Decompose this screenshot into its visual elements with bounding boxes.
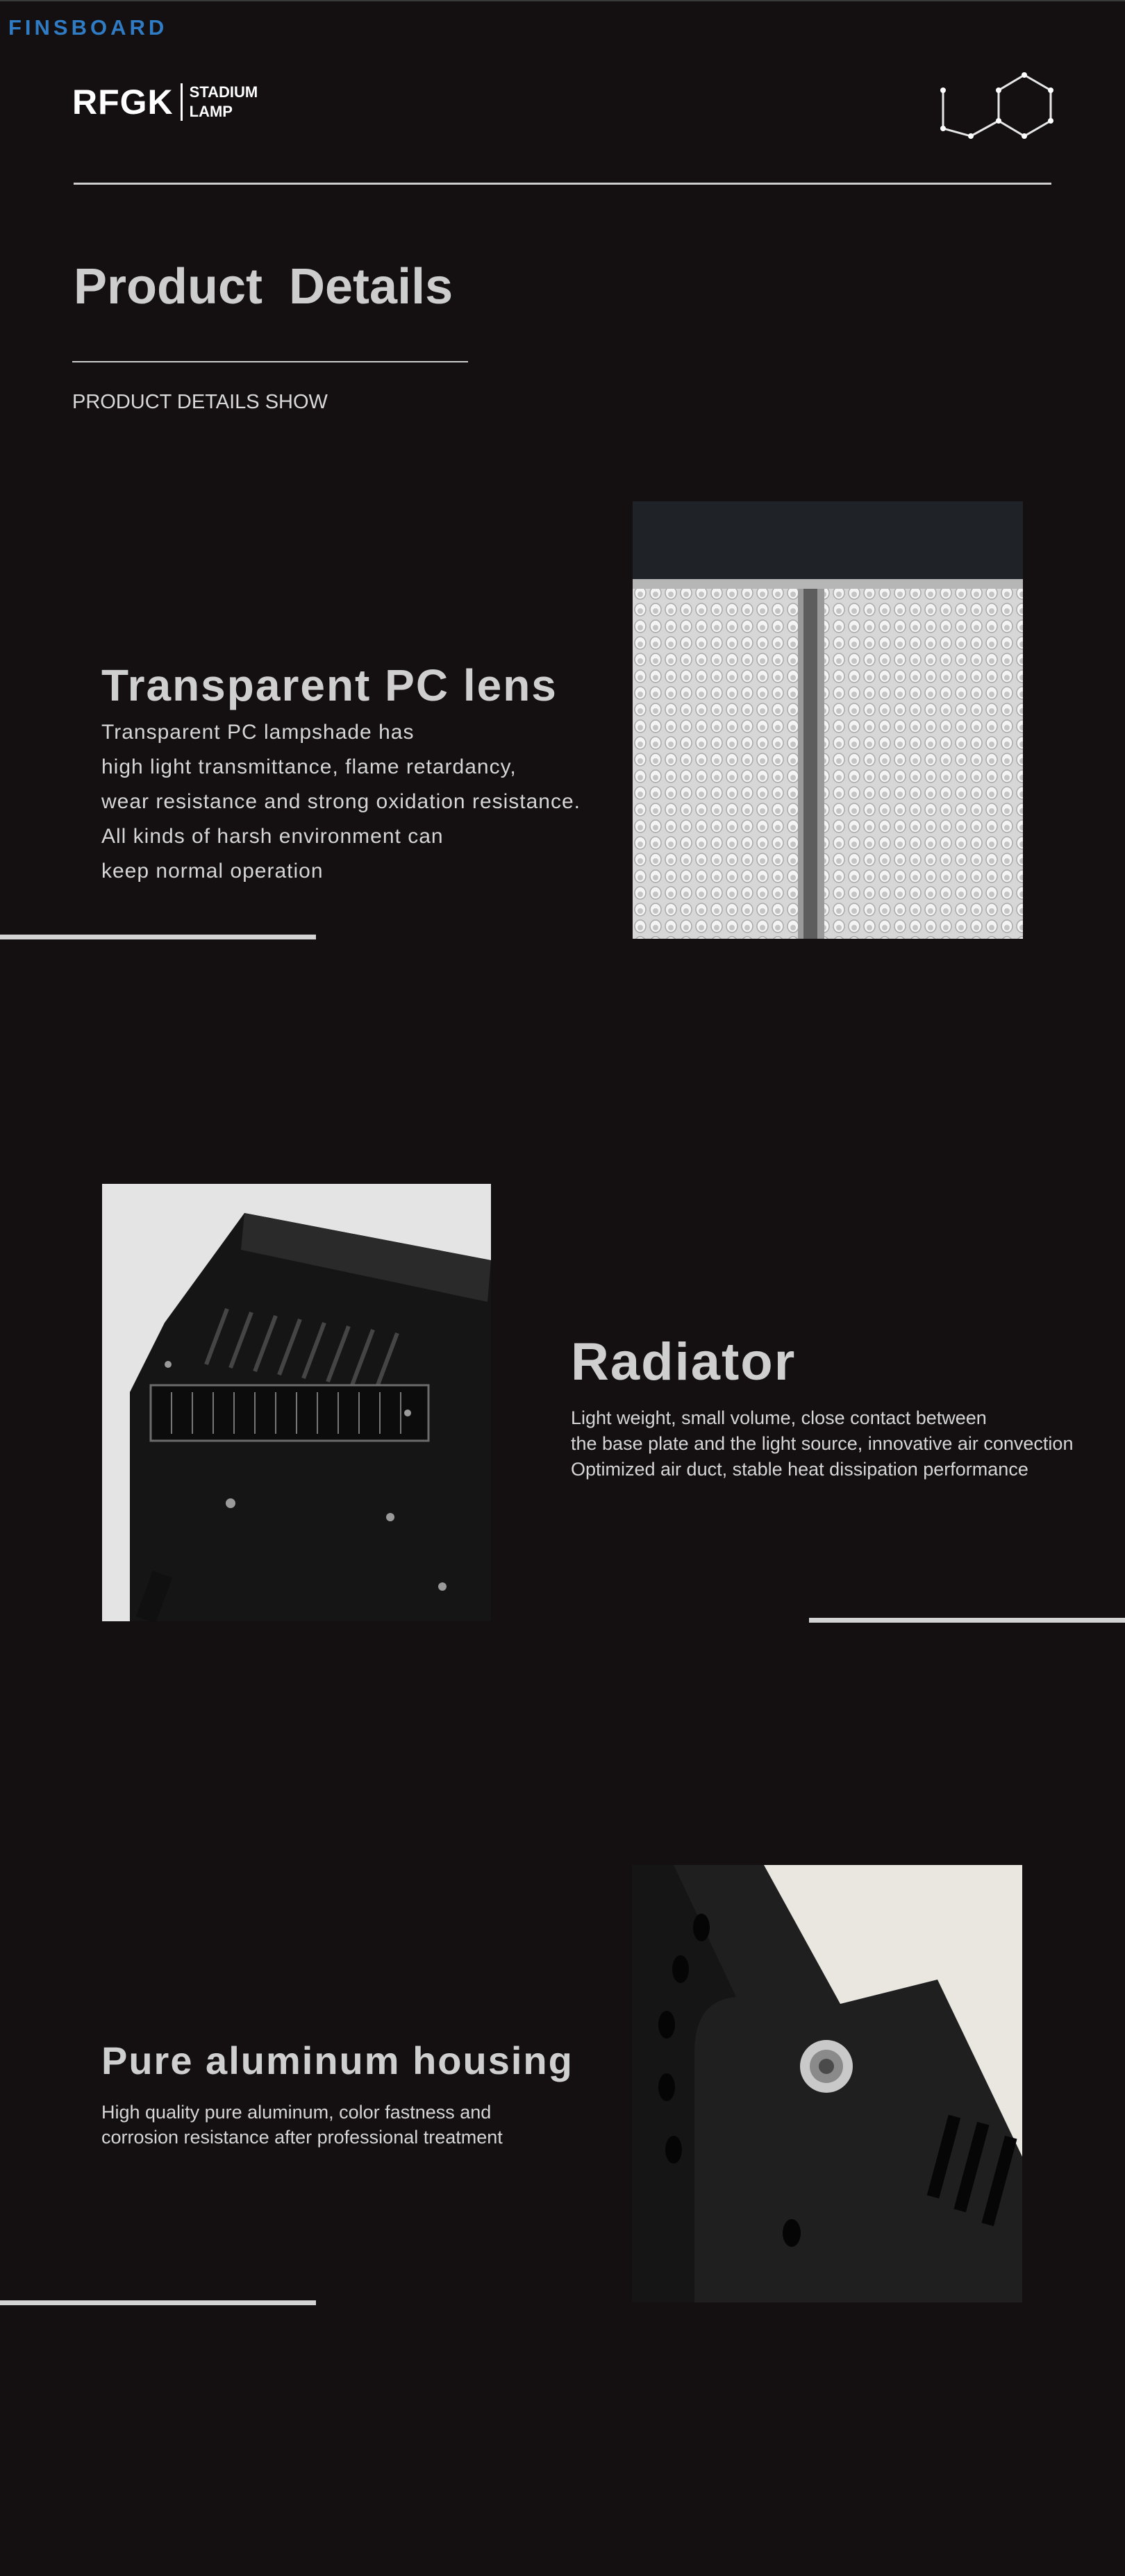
- brand-sub-line2: LAMP: [189, 103, 233, 120]
- top-border: [0, 0, 1125, 1]
- section-title-radiator: Radiator: [571, 1332, 797, 1391]
- accent-bar-left-bottom: [0, 2300, 316, 2305]
- body-line: the base plate and the light source, innovative air convection: [571, 1433, 1074, 1454]
- page-subtitle: PRODUCT DETAILS SHOW: [72, 391, 328, 413]
- section-body-radiator: [571, 1405, 1073, 1482]
- section-body-housing: [101, 2100, 503, 2150]
- body-line: Light weight, small volume, close contact between: [571, 1407, 987, 1428]
- section-title-lens: Transparent PC lens: [101, 660, 558, 710]
- accent-bar-left: [0, 935, 316, 939]
- finsboard-logo[interactable]: FINSBOARD: [8, 15, 168, 40]
- body-line: Optimized air duct, stable heat dissipation performance: [571, 1459, 1028, 1480]
- hexagon-molecule-icon: [938, 69, 1056, 146]
- housing-photo: [632, 1865, 1022, 2302]
- brand-code: RFGK: [72, 83, 174, 122]
- accent-bar-right: [809, 1618, 1125, 1623]
- body-line: Transparent PC lampshade has: [101, 721, 415, 744]
- brand-sub-line1: STADIUM: [189, 83, 258, 101]
- brand-subtitle: [190, 83, 258, 122]
- body-line: wear resistance and strong oxidation resistance.: [101, 790, 581, 813]
- radiator-photo: [102, 1184, 491, 1621]
- product-brand: [72, 82, 258, 122]
- body-line: high light transmittance, flame retardancy,: [101, 755, 517, 778]
- page-title: Product Details: [74, 259, 453, 315]
- body-line: All kinds of harsh environment can: [101, 825, 444, 848]
- body-line: corrosion resistance after professional treatment: [101, 2127, 503, 2148]
- header-rule: [74, 183, 1051, 185]
- body-line: keep normal operation: [101, 860, 324, 883]
- title-rule: [72, 361, 468, 362]
- section-body-lens: [101, 715, 581, 889]
- lens-photo: [633, 501, 1023, 939]
- section-title-housing: Pure aluminum housing: [101, 2039, 574, 2082]
- brand-divider: [181, 83, 183, 121]
- body-line: High quality pure aluminum, color fastness and: [101, 2102, 492, 2123]
